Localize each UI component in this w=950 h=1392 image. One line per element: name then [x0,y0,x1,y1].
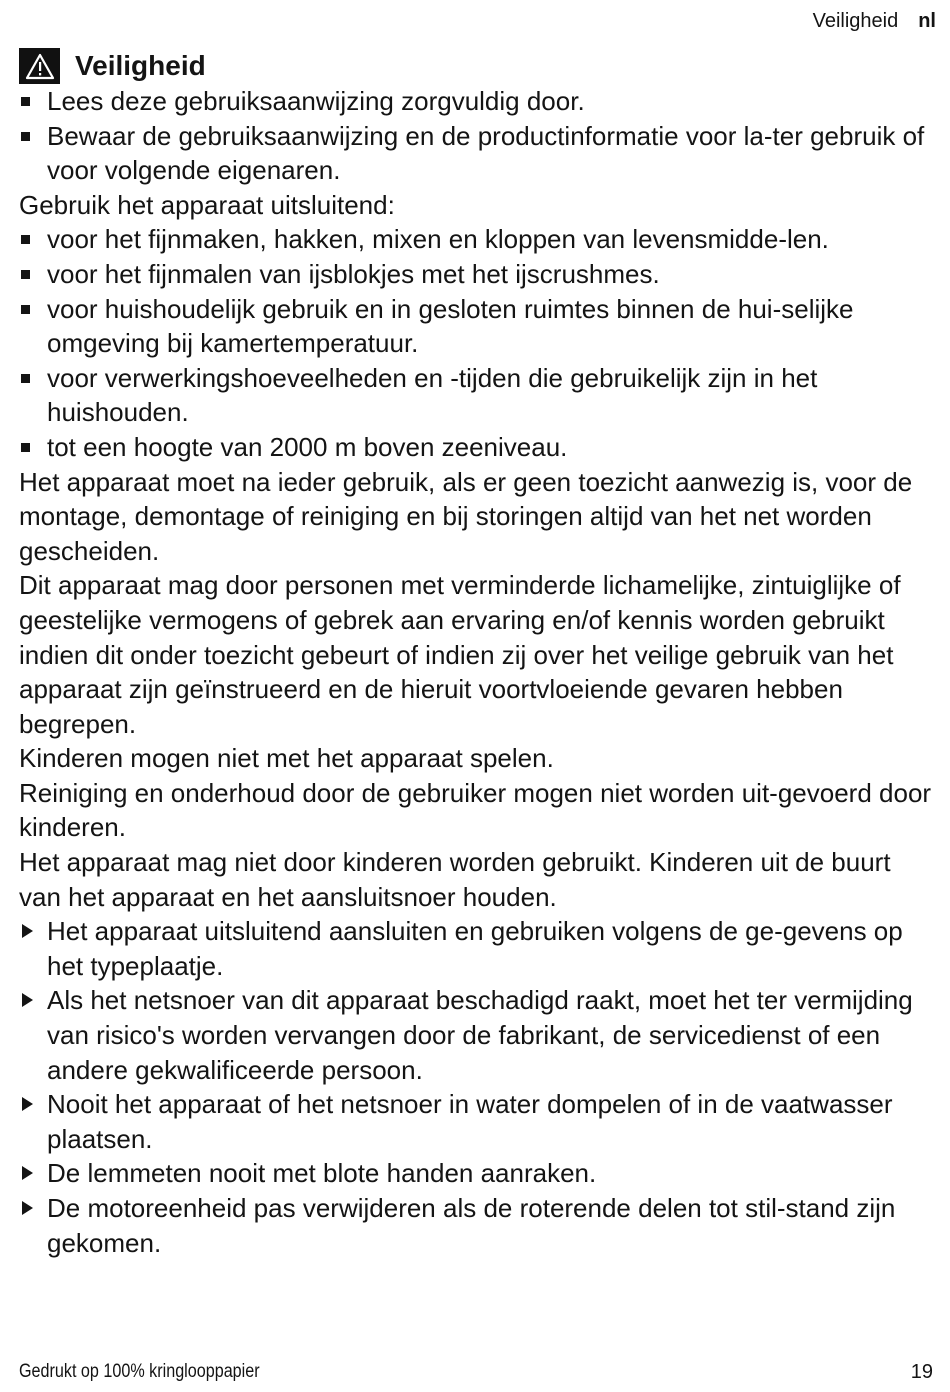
paragraph: Kinderen mogen niet met het apparaat spelen. [19,743,554,774]
instruction-item: De lemmeten nooit met blote handen aanraken. [19,1156,937,1191]
section-title: Veiligheid [75,50,206,81]
instruction-item: De motoreenheid pas verwijderen als de roterende delen tot stil-stand zijn gekomen. [19,1191,937,1260]
list-item: Lees deze gebruiksaanwijzing zorgvuldig door. [19,84,937,119]
warning-triangle-icon [19,48,60,84]
page-number: 19 [910,1361,933,1383]
list-item: voor het fijnmalen van ijsblokjes met het ijscrushmes. [19,257,937,292]
list-item: voor huishoudelijk gebruik en in gesloten ruimtes binnen de hui-selijke omgeving bij kamertemperatuur. [19,292,937,361]
list-item: voor het fijnmaken, hakken, mixen en kloppen van levensmidde-len. [19,222,937,257]
section-heading [19,48,937,84]
running-header [813,9,936,33]
page-content [19,48,937,1260]
paragraph: Dit apparaat mag door personen met verminderde lichamelijke, zintuiglijke of geestelijke vermogens of gebrek aan ervaring en/of kennis worden gebruikt indien dit onder toezicht gebeurt of indien zij over het veilige gebruik van het apparaat zijn geïnstrueerd en de hieruit voortvloeiende gevaren hebben begrepen. [19,570,901,739]
paragraph: Het apparaat mag niet door kinderen worden gebruikt. Kinderen uit de buurt van het apparaat en het aansluitsnoer houden. [19,847,891,912]
footer-note: Gedrukt op 100% kringlooppapier [19,1361,260,1382]
instruction-item: Het apparaat uitsluitend aansluiten en gebruiken volgens de ge-gevens op het typeplaatje. [19,914,937,983]
list-item: voor verwerkingshoeveelheden en -tijden die gebruikelijk zijn in het huishouden. [19,361,937,430]
header-language-code: nl [918,10,936,32]
instruction-item: Nooit het apparaat of het netsnoer in water dompelen of in de vaatwasser plaatsen. [19,1087,937,1156]
list-item: tot een hoogte van 2000 m boven zeeniveau. [19,430,937,465]
list-item: Bewaar de gebruiksaanwijzing en de productinformatie voor la-ter gebruik of voor volgende eigenaren. [19,119,937,188]
paragraph: Het apparaat moet na ieder gebruik, als er geen toezicht aanwezig is, voor de montage, demontage of reiniging en bij storingen altijd van het net worden gescheiden. [19,466,913,566]
usage-list [19,222,937,464]
instruction-item: Als het netsnoer van dit apparaat beschadigd raakt, moet het ter vermijding van risico's worden vervangen door de fabrikant, de servicedienst of een andere gekwalificeerde persoon. [19,983,937,1087]
intro-list [19,84,937,188]
header-section-title: Veiligheid [812,10,899,32]
usage-intro: Gebruik het apparaat uitsluitend: [19,189,395,220]
paragraph: Reiniging en onderhoud door de gebruiker mogen niet worden uit-gevoerd door kinderen. [19,777,932,843]
instruction-list [19,914,937,1260]
